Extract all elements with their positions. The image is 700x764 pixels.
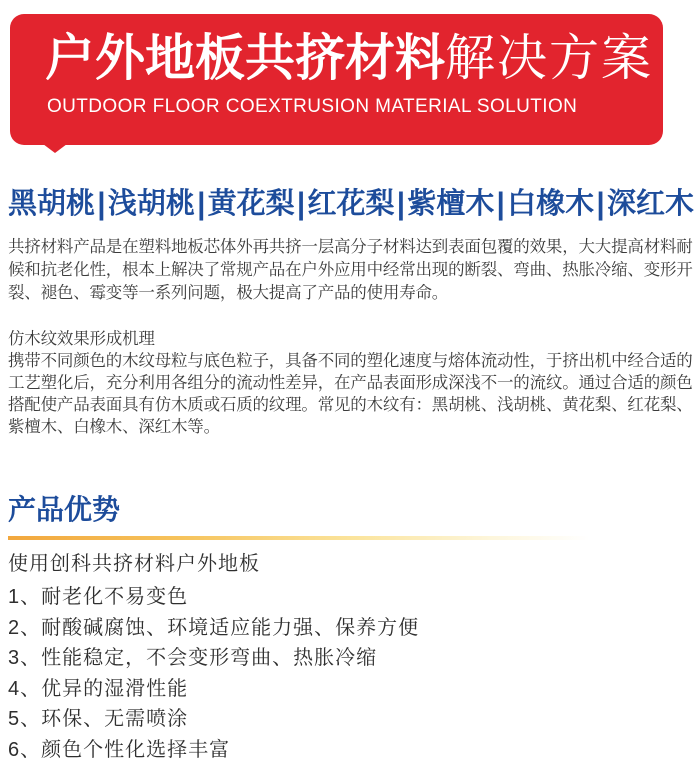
banner-tail-shape [43,144,67,153]
separator-bar: | [596,187,605,221]
wood-type-label: 深红木 [606,188,694,220]
advantages-list [8,582,696,764]
product-advantages-heading: 产品优势 [8,494,121,525]
advantages-lead: 使用创科共挤材料户外地板 [8,553,260,575]
advantage-item: 1、耐老化不易变色 [8,586,189,608]
wood-type-label: 红花梨 [307,188,395,220]
advantage-item: 5、环保、无需喷涂 [8,708,189,730]
advantage-item: 2、耐酸碱腐蚀、环境适应能力强、保养方便 [8,616,420,639]
title-banner [10,14,663,145]
page-title-light: 解决方案 [445,30,653,86]
advantage-item: 4、优异的湿滑性能 [8,677,189,700]
wood-type-label: 浅胡桃 [107,188,195,220]
separator-bar: | [97,187,106,221]
separator-bar: | [396,187,405,221]
wood-types-row [8,184,694,224]
wood-type-label: 紫檀木 [407,188,495,220]
separator-bar: | [197,187,206,221]
wood-type-label: 白橡木 [507,188,595,220]
separator-bar: | [496,187,505,221]
gradient-divider [8,536,700,540]
page-title [45,30,653,86]
wood-type-label: 黑胡桃 [8,188,96,220]
mechanism-heading: 仿木纹效果形成机理 [8,330,155,348]
page-subtitle: OUTDOOR FLOOR COEXTRUSION MATERIAL SOLUTION [47,96,578,117]
page-title-bold: 户外地板共挤材料 [45,30,445,86]
separator-bar: | [297,187,306,221]
wood-type-label: 黄花梨 [207,188,295,220]
mechanism-paragraph: 携带不同颜色的木纹母粒与底色粒子，具备不同的塑化速度与熔体流动性，于挤出机中经合适的工艺塑化后，充分利用各组分的流动性差异，在产品表面形成深浅不一的流纹。通过合适的颜色搭配使产品表面具有仿木质或石质的纹理。常见的木纹有：黑胡桃、浅胡桃、黄花梨、红花梨、紫檀木、白橡木、深红木等。 [8,352,693,436]
intro-paragraph: 共挤材料产品是在塑料地板芯体外再共挤一层高分子材料达到表面包覆的效果，大大提高材料耐候和抗老化性，根本上解决了常规产品在户外应用中经常出现的断裂、弯曲、热胀冷缩、变形开裂、褪色、霉变等一系列问题，极大提高了产品的使用寿命。 [8,238,693,302]
advantage-item: 3、性能稳定，不会变形弯曲、热胀冷缩 [8,647,378,669]
advantage-item: 6、颜色个性化选择丰富 [8,738,231,761]
